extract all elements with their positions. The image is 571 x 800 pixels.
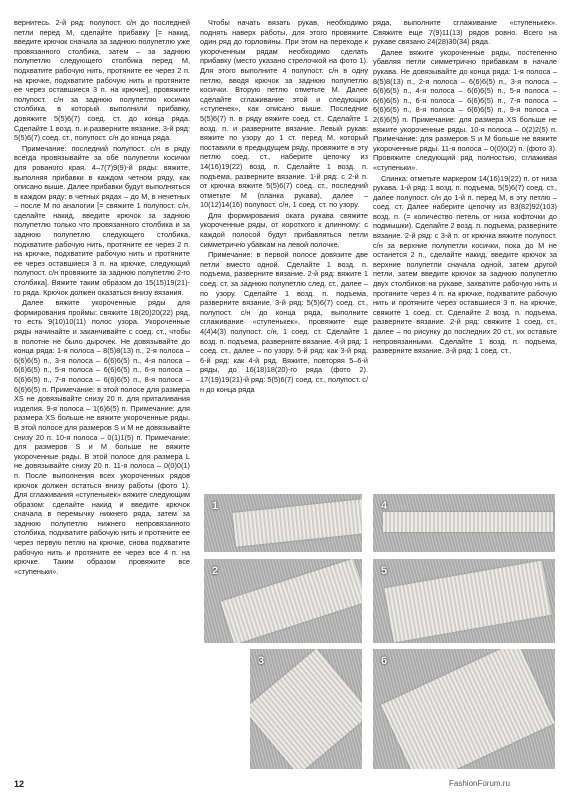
paragraph: Для формирования оката рукава свяжите укороченные ряды, от короткого к длинному: с каждой полосой будут прибавляться петли симметрично убавкам на левой полочке. [200,210,368,249]
paragraph: ряда, выполните сглаживание «ступенькек». Свяжите еще 7(9)11(13) рядов ровно. Всего на рукаве связано 24(28)30(34) ряда. [373,18,557,47]
text-column-left [14,18,190,577]
paragraph: Спинка: отметьте маркером 14(16)19(22) п. от низа рукава. 1-й ряд: 1 возд. п. подъема, 5(5)6(7) соед. ст., далее полупост. с/н до 1-й п. перед M, в эту петлю – соед. ст. Далее наберите цепочку из 83(82)92(103) возд. п. (= количество петель от низа кофточки до подмышки). Сделайте 2 возд. п. подъема, разверните вязание. 2-й ряд: с 3-й п. от крючка вяжите полупост. с/н за верхние полупетли косички, пока до M не останется 2 п., сделайте накид, введите крючок за верхние полупетли сначала одной, затем другой петли, затем введите крючок за заднюю полупетлю двух столбиков на рукаве, захватите рабочую нить и протяните через 4 п. на крючке, подхватите рабочую нить и протяните через оставшиеся 3 п. на крючке, свяжите 1 соед. ст. Сделайте 2 возд. п. подъема, разверните вязание. 2-й ряд: свяжите 1 соед. ст., далее – по рисунку до последних 20 ст., их оставьте непровязанными. Сделайте 1 возд. п. подъема, разверните вязание. 3-й ряд: 1 соед. ст., [373,173,557,356]
paragraph: Далее вяжите укороченные ряды, постепенно убавляя петли симметрично прибавкам в начале рукава. Не довязывайте до конца ряда: 1-я полоса – 8(5)8(13) п., 2-я полоса – 6(6)6(5) п., 3-я полоса – 6(6)6(5) п., 4-я полоса – 6(6)6(5) п., 5-я полоса – 6(6)6(5) п., 6-я полоса – 6(6)6(5) п., 7-я полоса – 6(6)6(5) п., 8-я полоса – 6(6)6(5) п., 9-я полоса – 2(6)6(5) п. Примечание: для размера XS больше не вяжите укороченные ряды. 10-я полоса – 0(2)2(5) п. Примечание: для размеров S и M больше не вяжите укороченные ряды. 11-я полоса – 0(0)0(2) п. (фото 3). Провяжите следующий ряд полностью, сглаживая «ступеньки». [373,47,557,172]
paragraph: вернитесь. 2-й ряд: полупост. с/н до последней петли перед M, сделайте прибавку [= накид, введите крючок сначала за заднюю полупетлю уже провязанного столбика, затем – за заднюю полупетлю следующего столбика перед M, подхватите рабочую нить, протяните ее через 2 п. на крючке, подхватите рабочую нить и протяните ее через оставшиеся 3 п. на крючке], провяжите полупост. с/н за заднюю полупетлю косички столбика, в который выполнили прибавку, довяжите 5(5)6(7) соед. ст. до конца ряда. Сделайте 1 возд. п. и разверните вязание. 3-й ряд: 5(5)6(7) соед. ст., полупост. с/н до конца ряда. [14,18,190,143]
photo-5 [373,559,555,643]
text-column-right [373,18,557,357]
photo-number: 3 [258,655,265,667]
photo-number: 6 [381,655,388,667]
paragraph: Чтобы начать вязать рукав, необходимо поднять наверх работы, для этого провяжите один ряд до горловины. При этом на переходе к укороченным рядам необходимо сделать прибавку (место указано стрелочкой на фото 1). Для этого выполните 4 полупост. с/н в одну петлю, вводя крючок за заднюю полупетлю косички. Вторую петлю отметьте M. Далее сделайте сглаживание этой и следующих «ступенек», как описано выше. Последние 5(5)6(7) п. в ряду вяжите соед. ст.. Сделайте 1 возд. п. и разверните вязание. Левый рукав: вяжите по узору до 1 ст. перед M, который поставили в предыдущем ряду, провяжите в эту петлю соед. ст., наберите цепочку из 14(16)19(22) возд. п. Сделайте 1 возд. п. подъема, разверните вязание. 1-й ряд: с 2-й п. от крючка вяжите 5(5)6(7) соед. ст., последний отметьте M (планка рукава), далее – 10(12)14(16) полупост. с/н, 1 соед. ст. по узору. [200,18,368,210]
photo-number: 4 [381,500,388,512]
photo-number: 2 [212,565,219,577]
photo-4 [373,494,555,552]
watermark: FashionForum.ru [449,779,510,788]
photo-2 [204,559,362,643]
text-column-middle [200,18,368,395]
photo-6 [373,649,555,769]
paragraph: Примечание: в первой полосе довязите две петли вместо одной. Сделайте 1 возд. п. подъема, разверните вязание. 2-й ряд: вяжите 1 соед. ст. за заднюю полупетлю след. ст., далее – по узору. Сделайте 1 возд. п. подъема, разверните вязание. 3-й ряд: 5(5)6(7) соед. ст., полупост. с/н до конца ряда, выполните сглаживание «ступенькек», провяжите еще 4(4)4(3) полупост. с/н, 1 соед. ст. Сделайте 1 возд. п. подъема, разверните вязание. 4-й ряд: 1 соед. ст., далее – по узору. 5-й ряд: как 3-й ряд. 6-й ряд: как 4-й ряд. Вяжите, повторяя 5–6-й ряды, до 16(18)18(20)-го ряда (фото 2). 17(19)19(21)-й ряд: 5(5)6(7) соед. ст., полупост. с/н до конца ряда [200,250,368,394]
photo-number: 1 [212,500,219,512]
photo-number: 5 [381,565,388,577]
photo-1 [204,494,362,552]
paragraph: Примечание: последний полупост. с/н в ряду всегда провязывайте за обе полупетли косички для рованого края. 4–7(7)9(9)-й ряды: вяжите, выполняя прибавки в каждом четном ряду, как описано выше. Далее прибавки будут выполняться в каждом ряду: в четных рядах – до M, в нечетных – после M по аналогии [= свяжите 1 полупост. с/н, сделайте накид, введите крючок за заднюю полупетлю только что провязанного столбика и за заднюю полупетлю следующего столбика, подхватите рабочую нить, протяните ее через 2 п. на крючке, подхватите рабочую нить и протяните ее через оставшиеся 3 п. на крючке, следующий полупост. с/н провяжите за заднюю полупетлю 2-го столбика]. Вяжите таким образом до 15(15)19(21)-го ряда. Крючок должен оказаться внизу вязания. [14,143,190,297]
paragraph: Далее вяжите укороченные ряды для формирования проймы: свяжите 18(20)20(22) ряд, то есть 9(10)10(11) полос узора. Укороченные ряды начинайте и заканчивайте с соед. ст., чтобы в полотне не было дырочек. Не довязывайте до конца ряда: 1-я полоса – 8(5)8(13) п., 2-я полоса – 6(6)6(5) п., 3-я полоса – 6(6)6(5) п., 4-я полоса – 6(6)6(5) п., 5-я полоса – 6(6)6(5) п., 6-я полоса – 6(6)6(5) п., 7-я полоса – 6(6)6(5) п., 8-я полоса – 6(6)6(5) п. Примечание: в этой полосе для размера XS не довязывайте снизу 20 п. для приталивания изделия. 9-я полоса – 1(6)6(5) п. Примечание: для размера XS больше не вяжите укороченные ряды. В этой полосе для размеров S и M не довязывайте снизу 20 п. 10-я полоса – 0(1)1(5) п. Примечание: для размеров S и M больше не вяжите укороченные ряды. В этой полосе для размера L не довязывайте снизу 20 п. 11-я полоса – 0(0)0(1) п. После выполнения всех укороченных рядов крючок должен остаться внизу работы (фото 1). Для сглаживания «ступенькек» вяжите следующим образом: сделайте накид и введите крючок сначала в перемычку нижнего ряда, затем за заднюю полупетлю нижнего непровязанного столбика, подхватите рабочую нить и протяните ее через первую петлю на крючке, снова подхватите рабочую нить и протяните ее через все 4 п. на крючке. Таким образом провяжите все «ступеньки». [14,298,190,576]
photo-3 [250,649,362,769]
page-number: 12 [14,779,25,789]
